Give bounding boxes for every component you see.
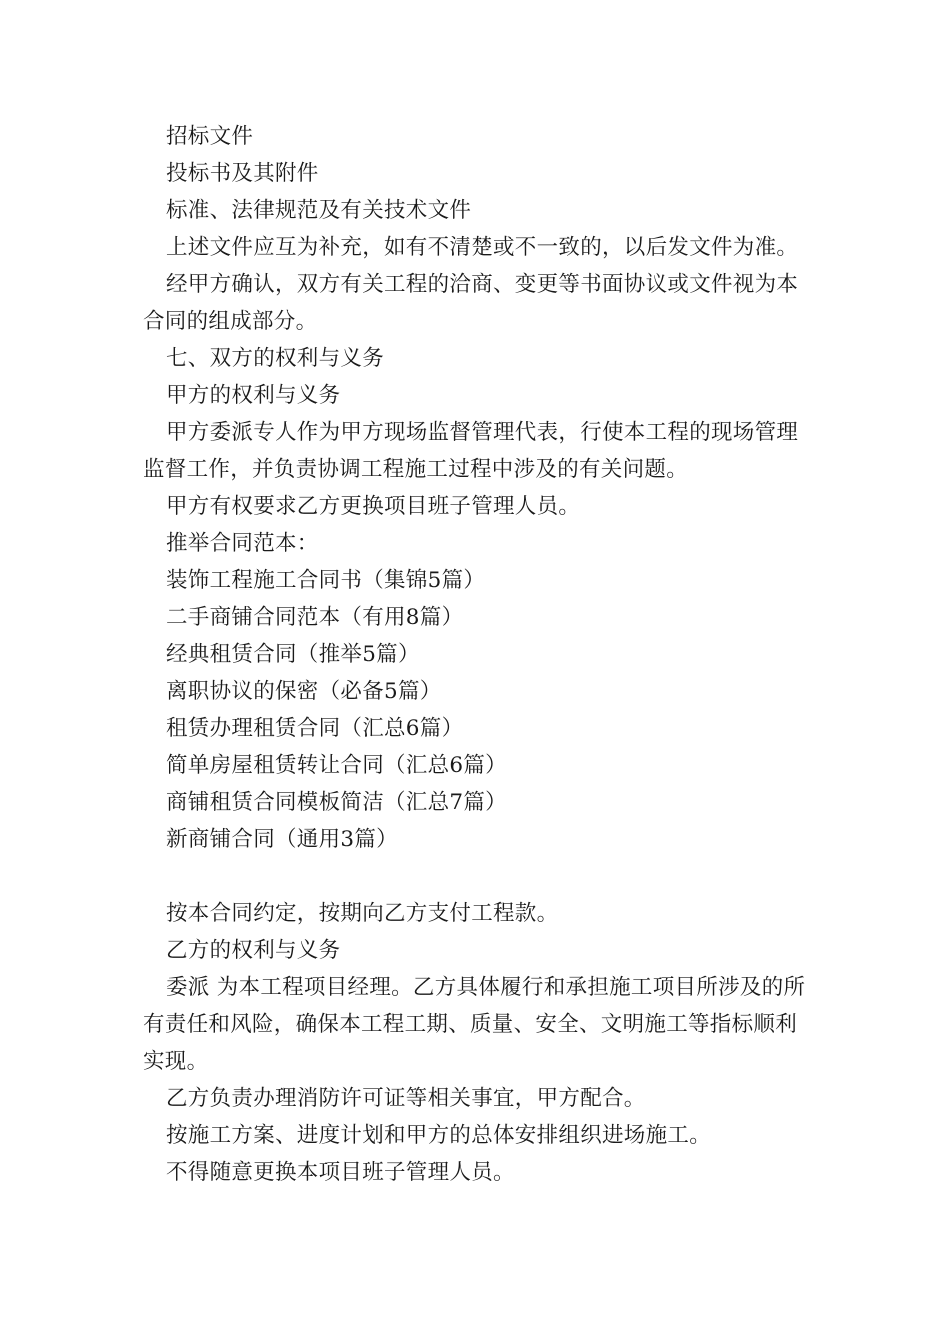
recommended-template-link[interactable]: 简单房屋租赁转让合同（汇总6篇） <box>166 753 507 778</box>
blank-line <box>143 858 808 895</box>
subheading-party-a-rights: 甲方的权利与义务 <box>166 383 341 408</box>
recommended-template-link[interactable]: 经典租赁合同（推举5篇） <box>166 642 420 667</box>
paragraph-no-staff-change: 不得随意更换本项目班子管理人员。 <box>166 1160 515 1185</box>
document-body <box>143 118 808 1191</box>
paragraph-construction-plan: 按施工方案、进度计划和甲方的总体安排组织进场施工。 <box>166 1123 712 1148</box>
paragraph-standards: 标准、法律规范及有关技术文件 <box>166 198 472 223</box>
paragraph-tender-documents: 招标文件 <box>166 124 254 149</box>
recommended-template-link[interactable]: 离职协议的保密（必备5篇） <box>166 679 442 704</box>
paragraph-payment: 按本合同约定，按期向乙方支付工程款。 <box>166 901 559 926</box>
paragraph-bid-documents: 投标书及其附件 <box>166 161 319 186</box>
recommended-template-link[interactable]: 二手商铺合同范本（有用8篇） <box>166 605 464 630</box>
paragraph-fire-permit: 乙方负责办理消防许可证等相关事宜，甲方配合。 <box>166 1086 646 1111</box>
recommended-template-link[interactable]: 装饰工程施工合同书（集锦5篇） <box>166 568 486 593</box>
recommended-template-link[interactable]: 租赁办理租赁合同（汇总6篇） <box>166 716 464 741</box>
section-heading-rights-obligations: 七、双方的权利与义务 <box>166 346 385 371</box>
recommended-templates-heading: 推举合同范本： <box>166 531 319 556</box>
recommended-template-link[interactable]: 商铺租赁合同模板简洁（汇总7篇） <box>166 790 507 815</box>
paragraph-party-a-representative: 甲方委派专人作为甲方现场监督管理代表，行使本工程的现场管理监督工作，并负责协调工程施工过程中涉及的有关问题。 <box>143 420 799 482</box>
paragraph-party-a-replace-staff: 甲方有权要求乙方更换项目班子管理人员。 <box>166 494 581 519</box>
paragraph-documents-supplement: 上述文件应互为补充，如有不清楚或不一致的，以后发文件为准。 <box>166 235 799 260</box>
recommended-template-link[interactable]: 新商铺合同（通用3篇） <box>166 827 398 852</box>
paragraph-party-a-confirmation: 经甲方确认，双方有关工程的洽商、变更等书面协议或文件视为本合同的组成部分。 <box>143 272 799 334</box>
subheading-party-b-rights: 乙方的权利与义务 <box>166 938 341 963</box>
paragraph-project-manager: 委派 为本工程项目经理。乙方具体履行和承担施工项目所涉及的所有责任和风险，确保本工程工期、质量、安全、文明施工等指标顺利实现。 <box>143 975 806 1074</box>
